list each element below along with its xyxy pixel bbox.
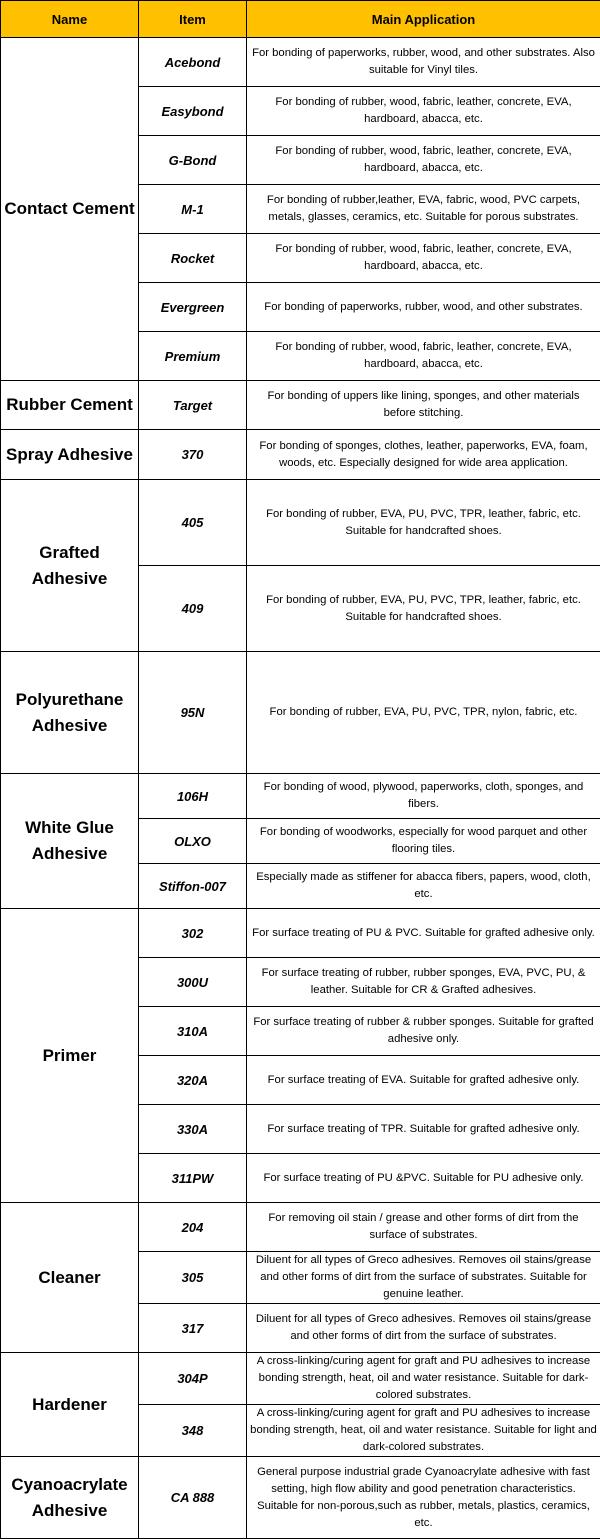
product-item: 302	[139, 909, 247, 958]
product-item: 305	[139, 1252, 247, 1304]
product-item: Easybond	[139, 87, 247, 136]
main-application: For bonding of rubber, wood, fabric, leather, concrete, EVA, hardboard, abacca, etc.	[247, 234, 600, 283]
table-row	[1, 774, 600, 819]
table-body	[1, 38, 600, 1539]
product-item: 370	[139, 430, 247, 480]
category-name: Grafted Adhesive	[1, 480, 139, 652]
main-application: Diluent for all types of Greco adhesives. Removes oil stains/grease and other forms of dirt from the surface of substrates.	[247, 1304, 600, 1353]
main-application: For removing oil stain / grease and other forms of dirt from the surface of substrates.	[247, 1203, 600, 1252]
table-row	[1, 1353, 600, 1405]
header-name: Name	[1, 1, 139, 38]
product-item: Target	[139, 381, 247, 430]
main-application: For bonding of wood, plywood, paperworks, cloth, sponges, and fibers.	[247, 774, 600, 819]
product-item: 106H	[139, 774, 247, 819]
product-item: 405	[139, 480, 247, 566]
product-item: 300U	[139, 958, 247, 1007]
main-application: General purpose industrial grade Cyanoacrylate adhesive with fast setting, high flow ability and good penetration characteristics. Suitable for non-porous,such as rubber, metals, plastics, ceramics, etc.	[247, 1457, 600, 1539]
main-application: For surface treating of PU & PVC. Suitable for grafted adhesive only.	[247, 909, 600, 958]
product-item: OLXO	[139, 819, 247, 864]
main-application: For surface treating of TPR. Suitable for grafted adhesive only.	[247, 1105, 600, 1154]
table-row	[1, 652, 600, 774]
main-application: For bonding of sponges, clothes, leather, paperworks, EVA, foam, woods, etc. Especially designed for wide area application.	[247, 430, 600, 480]
category-name: Spray Adhesive	[1, 430, 139, 480]
product-item: CA 888	[139, 1457, 247, 1539]
main-application: For bonding of rubber, wood, fabric, leather, concrete, EVA, hardboard, abacca, etc.	[247, 136, 600, 185]
table-row	[1, 1203, 600, 1252]
main-application: For bonding of paperworks, rubber, wood, and other substrates. Also suitable for Vinyl tiles.	[247, 38, 600, 87]
product-item: Acebond	[139, 38, 247, 87]
product-item: 320A	[139, 1056, 247, 1105]
table-row	[1, 1457, 600, 1539]
product-item: 311PW	[139, 1154, 247, 1203]
category-name: Hardener	[1, 1353, 139, 1457]
product-item: 310A	[139, 1007, 247, 1056]
header-main-application: Main Application	[247, 1, 600, 38]
main-application: For bonding of rubber, EVA, PU, PVC, TPR, leather, fabric, etc. Suitable for handcrafted shoes.	[247, 566, 600, 652]
main-application: For surface treating of rubber, rubber sponges, EVA, PVC, PU, & leather. Suitable for CR & Grafted adhesives.	[247, 958, 600, 1007]
product-item: 409	[139, 566, 247, 652]
main-application: For bonding of rubber, wood, fabric, leather, concrete, EVA, hardboard, abacca, etc.	[247, 332, 600, 381]
main-application: For surface treating of PU &PVC. Suitable for PU adhesive only.	[247, 1154, 600, 1203]
product-item: Premium	[139, 332, 247, 381]
main-application: For bonding of woodworks, especially for wood parquet and other flooring tiles.	[247, 819, 600, 864]
table-row	[1, 381, 600, 430]
table-row	[1, 909, 600, 958]
product-item: 95N	[139, 652, 247, 774]
main-application: For surface treating of EVA. Suitable for grafted adhesive only.	[247, 1056, 600, 1105]
main-application: Especially made as stiffener for abacca fibers, papers, wood, cloth, etc.	[247, 864, 600, 909]
table-row	[1, 430, 600, 480]
product-item: Stiffon-007	[139, 864, 247, 909]
category-name: Rubber Cement	[1, 381, 139, 430]
category-name: Cleaner	[1, 1203, 139, 1353]
main-application: For bonding of paperworks, rubber, wood, and other substrates.	[247, 283, 600, 332]
product-item: 317	[139, 1304, 247, 1353]
main-application: For bonding of rubber,leather, EVA, fabric, wood, PVC carpets, metals, glasses, ceramics, etc. Suitable for porous substrates.	[247, 185, 600, 234]
category-name: Primer	[1, 909, 139, 1203]
category-name: Cyanoacrylate Adhesive	[1, 1457, 139, 1539]
category-name: Polyurethane Adhesive	[1, 652, 139, 774]
product-item: 348	[139, 1405, 247, 1457]
main-application: For bonding of rubber, wood, fabric, leather, concrete, EVA, hardboard, abacca, etc.	[247, 87, 600, 136]
table-row	[1, 480, 600, 566]
main-application: Diluent for all types of Greco adhesives. Removes oil stains/grease and other forms of dirt from the surface of substrates. Suitable for genuine leather.	[247, 1252, 600, 1304]
category-name: White Glue Adhesive	[1, 774, 139, 909]
header-item: Item	[139, 1, 247, 38]
header-row	[1, 1, 600, 38]
main-application: For surface treating of rubber & rubber sponges. Suitable for grafted adhesive only.	[247, 1007, 600, 1056]
main-application: For bonding of uppers like lining, sponges, and other materials before stitching.	[247, 381, 600, 430]
main-application: For bonding of rubber, EVA, PU, PVC, TPR, leather, fabric, etc. Suitable for handcrafted shoes.	[247, 480, 600, 566]
product-item: 330A	[139, 1105, 247, 1154]
main-application: A cross-linking/curing agent for graft and PU adhesives to increase bonding strength, heat, oil and water resistance. Suitable for light and dark-colored substrates.	[247, 1405, 600, 1457]
product-item: Rocket	[139, 234, 247, 283]
product-item: 204	[139, 1203, 247, 1252]
category-name: Contact Cement	[1, 38, 139, 381]
product-item: M-1	[139, 185, 247, 234]
main-application: For bonding of rubber, EVA, PU, PVC, TPR, nylon, fabric, etc.	[247, 652, 600, 774]
product-item: 304P	[139, 1353, 247, 1405]
table-row	[1, 38, 600, 87]
main-application: A cross-linking/curing agent for graft and PU adhesives to increase bonding strength, heat, oil and water resistance. Suitable for dark-colored substrates.	[247, 1353, 600, 1405]
product-item: G-Bond	[139, 136, 247, 185]
product-item: Evergreen	[139, 283, 247, 332]
